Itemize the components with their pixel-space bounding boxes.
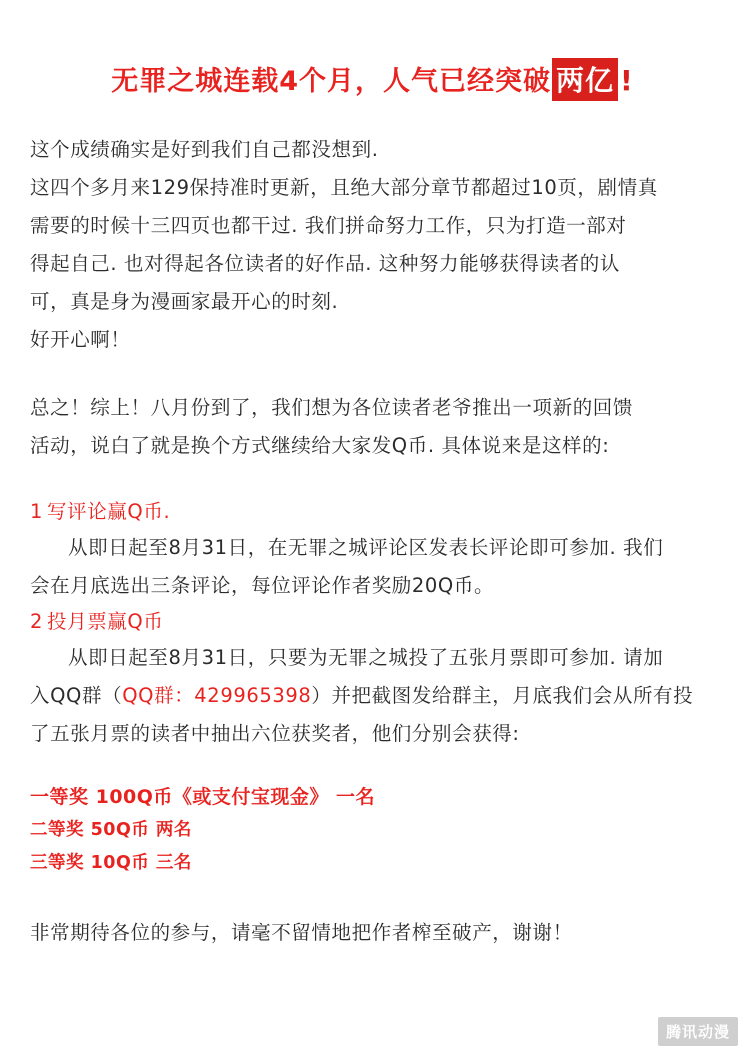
activity-1-line-1: 从即日起至8月31日，在无罪之城评论区发表长评论即可参加. 我们 [68, 536, 664, 559]
title-exclamation: ! [620, 64, 633, 97]
qq-group-number: QQ群：429965398 [122, 684, 312, 707]
paragraph-line: 得起自己. 也对得起各位读者的好作品. 这种努力能够获得读者的认 [30, 252, 620, 275]
activity-2-number: 2 [30, 610, 44, 633]
qq-group-prefix: 入QQ群（ [30, 684, 123, 707]
paragraph-line: 这个成绩确实是好到我们自己都没想到. [30, 138, 379, 161]
activity-1-title: 写评论赢Q币. [47, 500, 171, 523]
paragraph-line: 总之！综上！八月份到了，我们想为各位读者老爷推出一项新的回馈 [30, 396, 634, 419]
activity-1-number: 1 [30, 500, 44, 523]
title-highlight-badge: 两亿 [552, 58, 618, 101]
activity-item-2 [30, 605, 714, 753]
section-spacer [30, 359, 714, 389]
activity-2-line-1: 从即日起至8月31日，只要为无罪之城投了五张月票即可参加. 请加 [68, 646, 664, 669]
prize-third: 三等奖 10Q币 三名 [30, 853, 192, 873]
activity-1-line-2: 会在月底选出三条评论，每位评论作者奖励20Q币。 [30, 574, 495, 597]
title-main-text: 无罪之城连载4个月，人气已经突破 [111, 66, 551, 97]
closing-text: 非常期待各位的参与，请毫不留情地把作者榨至破产，谢谢！ [30, 921, 573, 944]
activity-2-title: 投月票赢Q币 [47, 610, 164, 633]
activity-1-heading [30, 495, 714, 529]
paragraph-line: 可，真是身为漫画家最开心的时刻. [30, 290, 339, 313]
activity-2-heading [30, 605, 714, 639]
qq-group-suffix: ）并把截图发给群主，月底我们会从所有投 [311, 684, 694, 707]
prize-list [30, 781, 714, 880]
section-spacer [30, 465, 714, 495]
paragraph-line: 这四个多月来129保持准时更新，且绝大部分章节都超过10页，剧情真 [30, 176, 658, 199]
prize-second: 二等奖 50Q币 两名 [30, 820, 192, 840]
page-title [30, 58, 714, 101]
watermark-logo: 腾讯动漫 [658, 1017, 738, 1046]
activity-item-1 [30, 495, 714, 605]
paragraph-line: 活动，说白了就是换个方式继续给大家发Q币. 具体说来是这样的: [30, 434, 610, 457]
prize-first: 一等奖 100Q币《或支付宝现金》 一名 [30, 786, 376, 808]
activity-2-line-2 [30, 677, 714, 715]
announcement-body [30, 131, 714, 465]
paragraph-line: 需要的时候十三四页也都干过. 我们拼命努力工作，只为打造一部对 [30, 214, 627, 237]
paragraph-line: 好开心啊！ [30, 328, 131, 351]
activity-2-line-3: 了五张月票的读者中抽出六位获奖者，他们分别会获得: [30, 722, 520, 745]
